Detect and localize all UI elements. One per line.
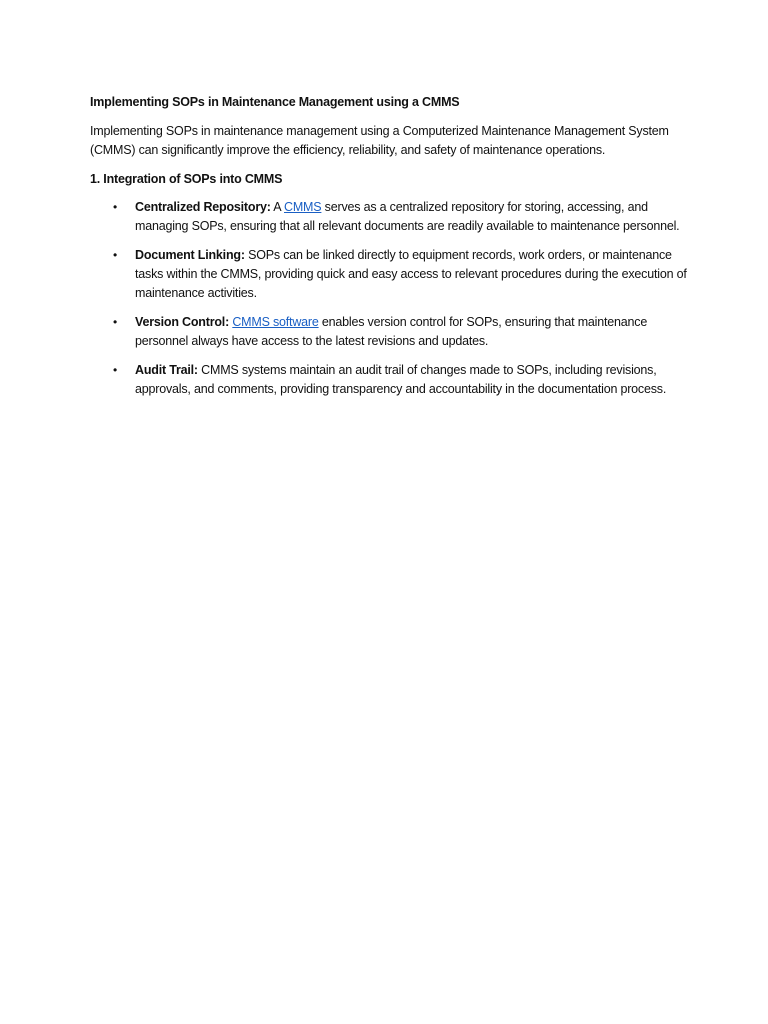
item-term: Document Linking: — [135, 248, 245, 262]
item-term: Centralized Repository: — [135, 200, 271, 214]
list-item-version-control — [90, 313, 690, 351]
bullet-icon: • — [113, 363, 118, 377]
item-term: Version Control: — [135, 315, 230, 329]
list-item-audit-trail — [90, 361, 690, 399]
document-page — [90, 93, 690, 409]
document-title: Implementing SOPs in Maintenance Management using a CMMS — [90, 95, 460, 109]
list-item-centralized-repository — [90, 198, 690, 236]
intro-paragraph: Implementing SOPs in maintenance management using a Computerized Maintenance Management System (CMMS) can significantly improve the efficiency, reliability, and safety of maintenance operations. — [90, 124, 669, 157]
item-text: SOPs can be linked directly to equipment records, work orders, or maintenance tasks within the CMMS, providing quick and easy access to relevant procedures during the execution of maintenance activities. — [135, 248, 687, 300]
bullet-icon: • — [113, 248, 118, 262]
cmms-software-link[interactable]: CMMS software — [232, 315, 319, 329]
item-text: CMMS systems maintain an audit trail of changes made to SOPs, including revisions, approvals, and comments, providing transparency and accountability in the documentation process. — [135, 363, 667, 396]
bullet-icon: • — [113, 315, 118, 329]
item-text: serves as a centralized repository for storing, accessing, and managing SOPs, ensuring that all relevant documents are readily available to maintenance personnel. — [135, 200, 680, 233]
cmms-link[interactable]: CMMS — [284, 200, 322, 214]
item-text: enables version control for SOPs, ensuring that maintenance personnel always have access to the latest revisions and updates. — [135, 315, 648, 348]
bullet-list — [90, 198, 690, 399]
list-item-document-linking — [90, 246, 690, 303]
bullet-icon: • — [113, 200, 118, 214]
section-heading: 1. Integration of SOPs into CMMS — [90, 172, 283, 186]
item-term: Audit Trail: — [135, 363, 198, 377]
item-text-pre-link: A — [270, 200, 285, 214]
